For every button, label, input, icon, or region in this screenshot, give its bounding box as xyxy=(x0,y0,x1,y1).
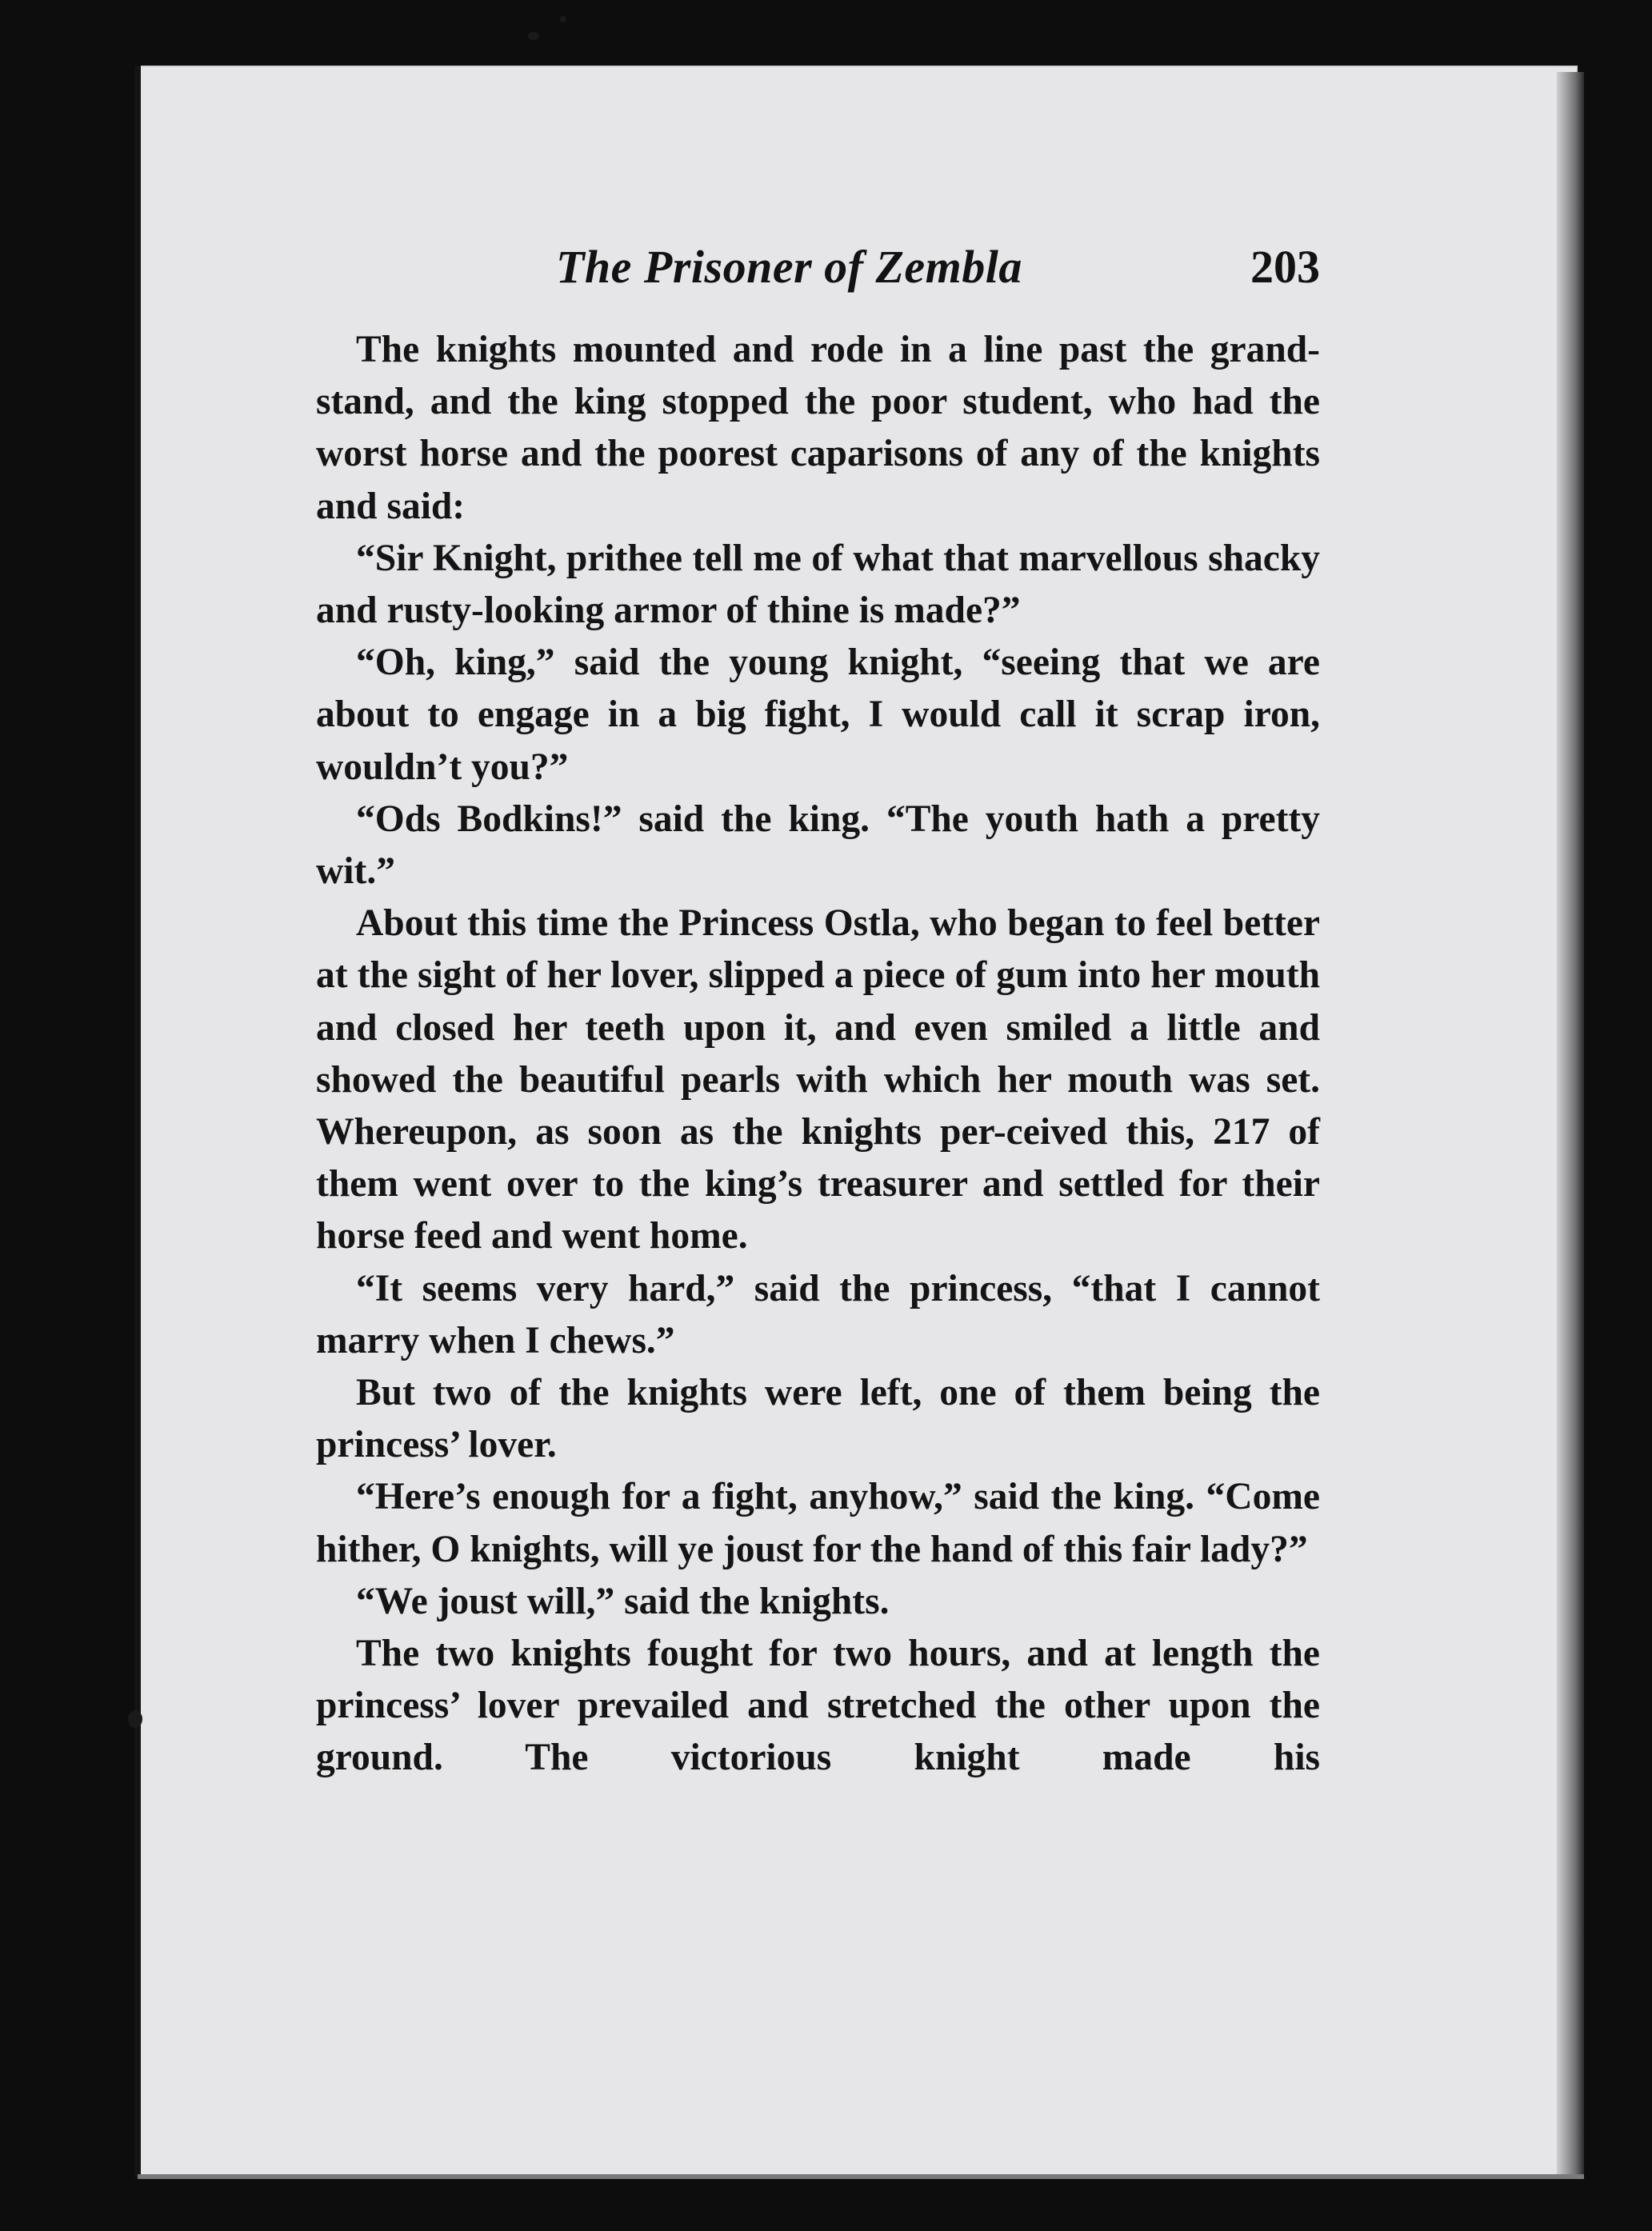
scan-speck xyxy=(528,32,539,40)
paragraph: About this time the Princess Ostla, who began to feel better at the sight of her lover, slipped a piece of gum into her mouth and closed her teeth upon it, and even smiled a little and showed the beautiful pearls with which her mouth was set. Whereupon, as soon as the knights per-ceived this, 217 of them went over to the king’s treasurer and settled for their horse feed and went home. xyxy=(316,902,1320,1257)
paragraph: “We joust will,” said the knights. xyxy=(356,1580,890,1622)
paragraph: The two knights fought for two hours, and at length the princess’ lover prevailed and stretched the other upon the ground. The victorious knight made his xyxy=(316,1633,1320,1779)
paragraph: But two of the knights were left, one of them being the princess’ lover. xyxy=(316,1372,1320,1466)
page-fore-edge xyxy=(1557,72,1584,2176)
page-number: 203 xyxy=(1250,241,1320,293)
paragraph: “Oh, king,” said the young knight, “seeing that we are about to engage in a big fight, I would call it scrap iron, wouldn’t you?” xyxy=(316,642,1320,788)
scan-speck xyxy=(560,16,566,22)
page-header xyxy=(316,240,1320,304)
paragraph: “Sir Knight, prithee tell me of what that marvellous shacky and rusty-looking armor of thine is made?” xyxy=(316,537,1320,632)
page-bottom-edge xyxy=(138,2174,1584,2179)
body-text xyxy=(316,324,1320,1785)
paragraph: “It seems very hard,” said the princess, “that I cannot marry when I chews.” xyxy=(316,1267,1320,1361)
paragraph: “Here’s enough for a fight, anyhow,” said the king. “Come hither, O knights, will ye joust for the hand of this fair lady?” xyxy=(316,1476,1320,1570)
running-title: The Prisoner of Zembla xyxy=(556,241,1022,293)
page-binding-edge xyxy=(134,66,141,2177)
paragraph: The knights mounted and rode in a line past the grand-stand, and the king stopped the poor student, who had the worst horse and the poorest caparisons of any of the knights and said: xyxy=(316,329,1320,527)
paragraph: “Ods Bodkins!” said the king. “The youth hath a pretty wit.” xyxy=(316,798,1320,893)
scan-speck xyxy=(128,1710,142,1728)
